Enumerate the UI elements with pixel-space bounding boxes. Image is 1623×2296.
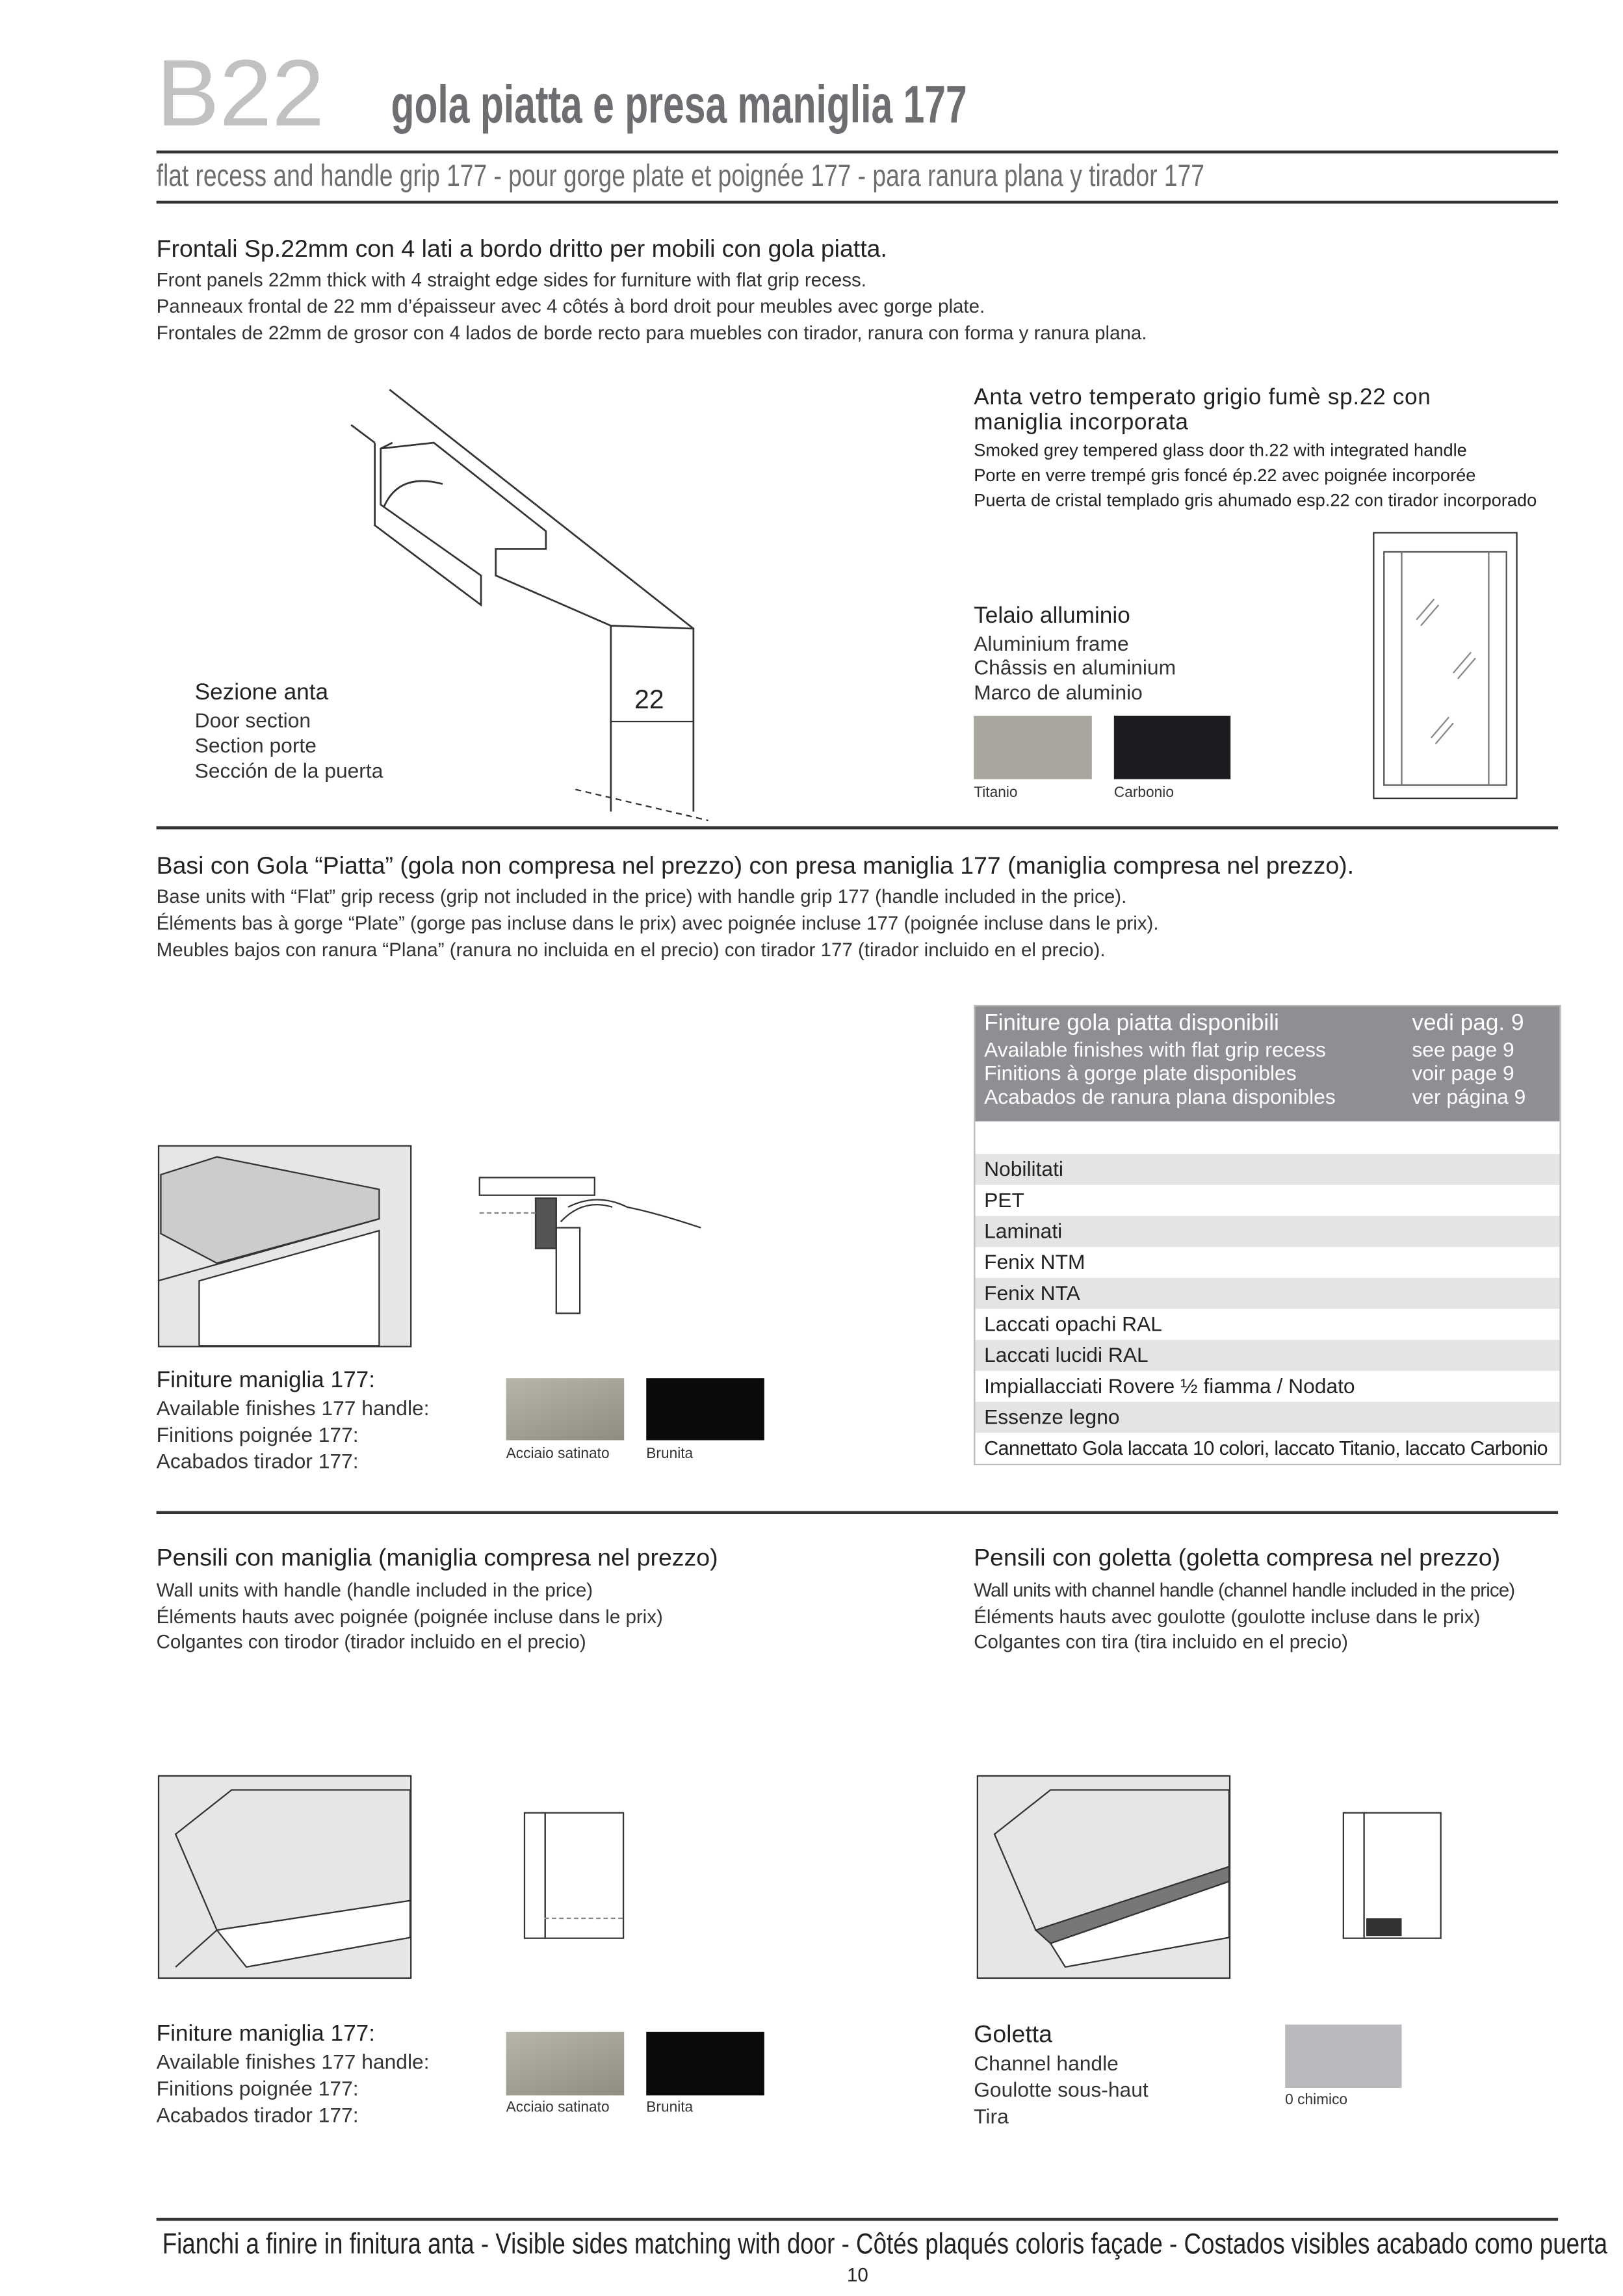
wall-unit-handle-section <box>524 1812 627 1940</box>
base-unit-drawing <box>158 1145 411 1348</box>
pensili-goletta-title: Pensili con goletta (goletta compresa nel prezzo) <box>974 1545 1501 1572</box>
handle-finishes-line: Available finishes 177 handle: <box>156 1396 430 1420</box>
table-row: Cannettato Gola laccata 10 colori, laccato Titanio, laccato Carbonio <box>984 1437 1548 1460</box>
pensili-line: Éléments hauts avec poignée (poignée incluse dans le prix) <box>156 1605 663 1628</box>
divider <box>157 151 1559 153</box>
goletta-line: Goulotte sous-haut <box>974 2078 1149 2102</box>
header-line: Acabados de ranura plana disponibles <box>984 1084 1336 1108</box>
footer-bold: Fianchi a finire in finitura anta - <box>162 2228 496 2261</box>
glass-title: Anta vetro temperato grigio fumè sp.22 con maniglia incorporata <box>974 385 1431 436</box>
section-line: Section porte <box>194 733 317 757</box>
table-row: Fenix NTM <box>984 1249 1085 1274</box>
intro-line: Frontales de 22mm de grosor con 4 lados de borde recto para muebles con tirador, ranura con forma y ranura plana. <box>156 321 1147 344</box>
handle-grip-drawing <box>480 1177 716 1318</box>
basi-line: Base units with “Flat” grip recess (grip not included in the price) with handle grip 177 (handle included in the price). <box>156 885 1127 908</box>
swatch-chimico <box>1285 2024 1401 2088</box>
footer-note <box>162 2228 1607 2262</box>
page-ref: see page 9 <box>1412 1037 1514 1062</box>
pensili-handle-title: Pensili con maniglia (maniglia compresa nel prezzo) <box>156 1545 718 1572</box>
page-number: 10 <box>846 2263 868 2286</box>
handle-finishes-line: Finitions poignée 177: <box>156 2076 359 2100</box>
divider <box>157 2218 1559 2220</box>
section-line: Door section <box>194 708 311 732</box>
page-ref: vedi pag. 9 <box>1412 1010 1524 1036</box>
table-row: Essenze legno <box>975 1402 1559 1433</box>
swatch-acciaio-satinato <box>506 1378 625 1440</box>
pensili-line: Colgantes con tirodor (tirador incluido en el precio) <box>156 1630 586 1653</box>
swatch-label: Brunita <box>646 1446 694 1463</box>
swatch-label: 0 chimico <box>1285 2092 1348 2109</box>
table-row: Impiallacciati Rovere ½ fiamma / Nodato <box>984 1374 1355 1398</box>
divider <box>157 201 1559 203</box>
table-row: Laccati lucidi RAL <box>975 1340 1559 1371</box>
table-row: Laminati <box>975 1216 1559 1247</box>
handle-finishes-line: Acabados tirador 177: <box>156 1449 359 1473</box>
glass-door-drawing <box>1372 531 1520 800</box>
handle-finishes-title: Finiture maniglia 177: <box>156 1368 376 1393</box>
swatch-label: Carbonio <box>1113 785 1174 802</box>
table-row: Laccati opachi RAL <box>984 1312 1162 1336</box>
frame-line: Marco de aluminio <box>974 680 1143 704</box>
footer-text: Visible sides matching with door - Côtés plaqués coloris façade - Costados visibles acabado como puerta <box>495 2228 1607 2261</box>
table-row: Nobilitati <box>975 1154 1559 1185</box>
intro-line: Front panels 22mm thick with 4 straight edge sides for furniture with flat grip recess. <box>156 268 866 291</box>
frame-line: Aluminium frame <box>974 631 1129 655</box>
page-subtitle: flat recess and handle grip 177 - pour gorge plate et poignée 177 - para ranura plana y tirador 177 <box>156 159 1204 194</box>
page-ref: voir page 9 <box>1412 1061 1514 1085</box>
header-line: Finiture gola piatta disponibili <box>984 1010 1279 1036</box>
glass-line: Smoked grey tempered glass door th.22 with integrated handle <box>974 439 1467 461</box>
swatch-label: Brunita <box>646 2100 694 2117</box>
swatch-label: Acciaio satinato <box>506 2100 610 2117</box>
handle-finishes-title: Finiture maniglia 177: <box>156 2021 376 2047</box>
swatch-brunita <box>646 2032 764 2096</box>
swatch-label: Titanio <box>974 785 1018 802</box>
basi-line: Éléments bas à gorge “Plate” (gorge pas incluse dans le prix) avec poignée incluse 177 (poignée incluse dans le prix). <box>156 911 1159 934</box>
intro-line: Panneaux frontal de 22 mm d’épaisseur avec 4 côtés à bord droit pour meubles avec gorge plate. <box>156 295 985 318</box>
pensili-line: Wall units with handle (handle included in the price) <box>156 1578 593 1601</box>
basi-line: Meubles bajos con ranura “Plana” (ranura no incluida en el precio) con tirador 177 (tirador incluido en el precio). <box>156 938 1106 961</box>
wall-unit-goletta-section <box>1343 1812 1446 1940</box>
model-code: B22 <box>156 40 325 146</box>
dimension-label: 22 <box>634 685 664 714</box>
table-row: PET <box>984 1188 1024 1212</box>
header-line: Finitions à gorge plate disponibles <box>984 1061 1297 1085</box>
pensili-line: Éléments hauts avec goulotte (goulotte incluse dans le prix) <box>974 1605 1481 1628</box>
pensili-line: Colgantes con tira (tira incluido en el precio) <box>974 1630 1348 1653</box>
section-title: Sezione anta <box>194 680 329 706</box>
door-section-drawing <box>339 384 723 826</box>
handle-finishes-line: Finitions poignée 177: <box>156 1422 359 1446</box>
glass-line: Porte en verre trempé gris foncé ép.22 avec poignée incorporée <box>974 465 1476 486</box>
frame-title: Telaio alluminio <box>974 603 1130 629</box>
section-line: Sección de la puerta <box>194 758 383 783</box>
finishes-rows <box>975 1154 1559 1464</box>
basi-title: Basi con Gola “Piatta” (gola non compresa nel prezzo) con presa maniglia 177 (maniglia compresa nel prezzo). <box>156 853 1355 880</box>
pensili-line: Wall units with channel handle (channel handle included in the price) <box>974 1578 1515 1601</box>
goletta-title: Goletta <box>974 2021 1052 2048</box>
table-spacer <box>975 1121 1559 1154</box>
table-row: Fenix NTA <box>975 1278 1559 1309</box>
finishes-table <box>974 1005 1561 1465</box>
handle-finishes-line: Available finishes 177 handle: <box>156 2050 430 2074</box>
swatch-label: Acciaio satinato <box>506 1446 610 1463</box>
divider <box>157 826 1559 828</box>
swatch-acciaio-satinato <box>506 2032 625 2096</box>
frame-line: Châssis en aluminium <box>974 655 1176 679</box>
goletta-line: Channel handle <box>974 2051 1119 2075</box>
divider <box>157 1511 1559 1513</box>
glass-line: Puerta de cristal templado gris ahumado esp.22 con tirador incorporado <box>974 489 1537 511</box>
wall-unit-goletta-drawing <box>977 1775 1230 1979</box>
swatch-brunita <box>646 1378 764 1440</box>
swatch-titanio <box>974 716 1092 779</box>
page-title: gola piatta e presa maniglia 177 <box>391 73 967 135</box>
finishes-table-header <box>975 1006 1559 1121</box>
intro-title: Frontali Sp.22mm con 4 lati a bordo dritto per mobili con gola piatta. <box>156 236 887 263</box>
header-line: Available finishes with flat grip recess <box>984 1037 1326 1062</box>
handle-finishes-line: Acabados tirador 177: <box>156 2102 359 2127</box>
page-ref: ver página 9 <box>1412 1084 1526 1108</box>
goletta-line: Tira <box>974 2104 1009 2128</box>
wall-unit-handle-drawing <box>158 1775 411 1979</box>
swatch-carbonio <box>1114 716 1230 779</box>
